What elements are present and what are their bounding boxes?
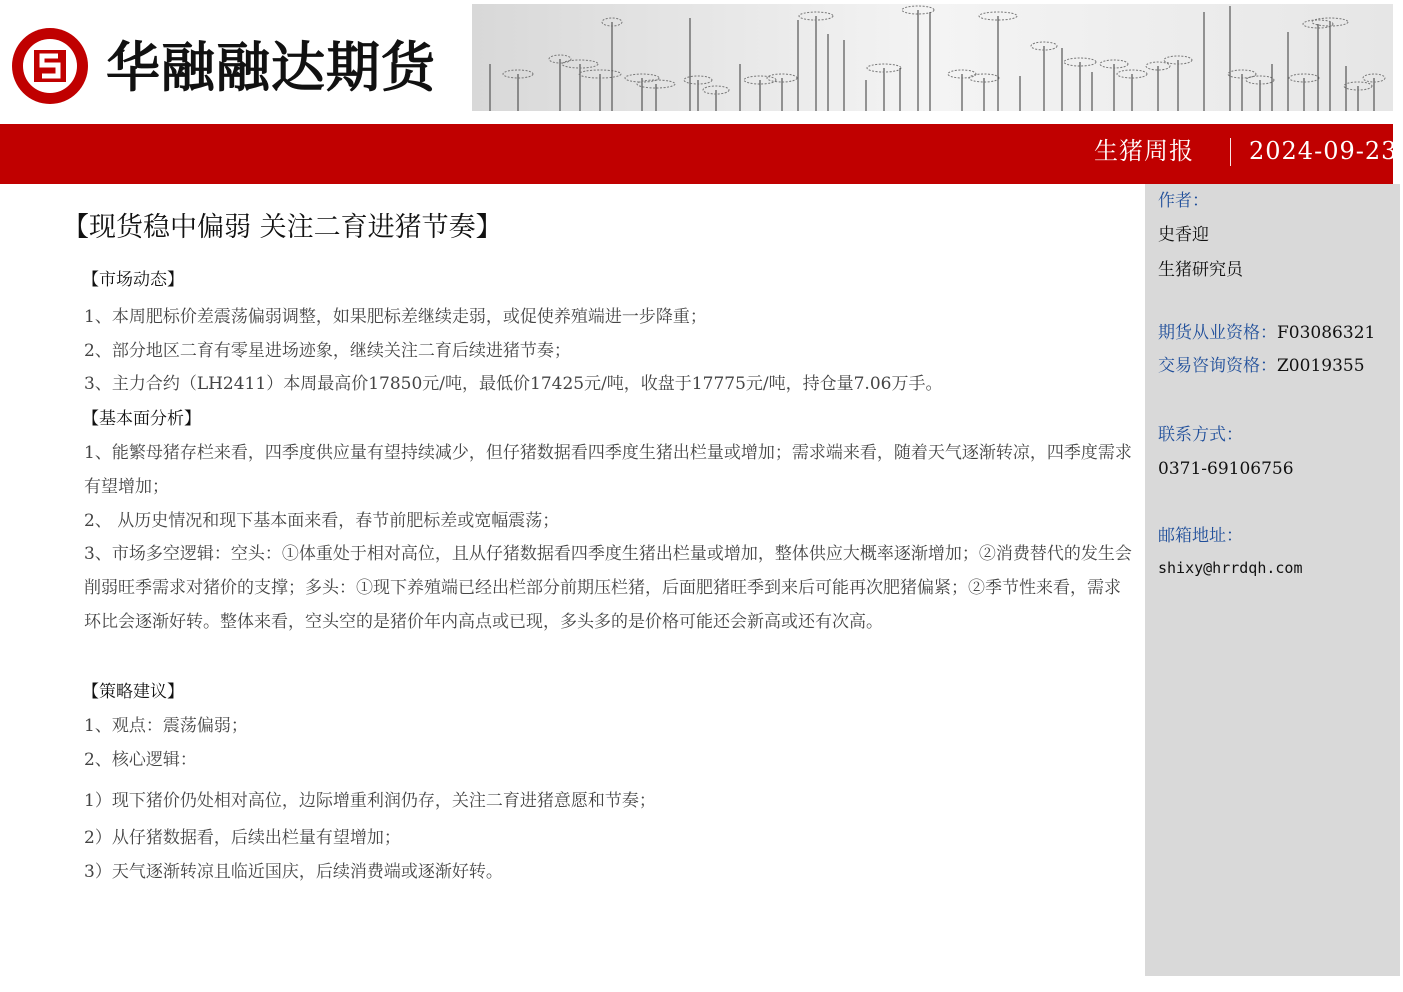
report-title: 【现货稳中偏弱 关注二育进猪节奏】 (62, 212, 503, 243)
paragraph: 3、主力合约（LH2411）本周最高价17850元/吨，最低价17425元/吨，收盘于17775元/吨，持仓量7.06万手。 (84, 374, 943, 394)
paragraph: 2、核心逻辑： (84, 750, 197, 770)
consult-qual-number: Z0019355 (1277, 356, 1365, 376)
header-divider (1230, 138, 1231, 166)
futures-qual-label: 期货从业资格： (1158, 323, 1277, 343)
consult-qual-label: 交易咨询资格： (1158, 356, 1277, 376)
company-logo (10, 26, 440, 110)
contact-label: 联系方式： (1158, 425, 1243, 445)
paragraph: 3）天气逐渐转凉且临近国庆，后续消费端或逐渐好转。 (84, 862, 503, 882)
header-banner-image (472, 4, 1393, 111)
paragraph: 2、部分地区二育有零星进场迹象，继续关注二育后续进猪节奏； (84, 341, 571, 361)
paragraph: 1、本周肥标价差震荡偏弱调整，如果肥标差继续走弱，或促使养殖端进一步降重； (84, 307, 707, 327)
paragraph: 3、市场多空逻辑：空头：①体重处于相对高位，且从仔猪数据看四季度生猪出栏量或增加，整体供应大概率逐渐增加；②消费替代的发生会削弱旺季需求对猪价的支撑；多头：①现下养殖端已经出栏部分前期压栏猪，后面肥猪旺季到来后可能再次肥猪偏紧；②季节性来看，需求环比会逐渐好转。整体来看，空头空的是猪价年内高点或已现，多头多的是价格可能还会新高或还有次高。 (84, 544, 1132, 632)
phone-number: 0371-69106756 (1158, 459, 1294, 479)
futures-qual-number: F03086321 (1277, 323, 1376, 343)
paragraph: 1、能繁母猪存栏来看，四季度供应量有望持续减少，但仔猪数据看四季度生猪出栏量或增加；需求端来看，随着天气逐渐转凉，四季度需求有望增加； (84, 443, 1132, 497)
section-heading-market: 【市场动态】 (82, 270, 184, 290)
author-label: 作者： (1158, 191, 1209, 211)
company-name: 华融融达期货 (106, 36, 436, 99)
consult-qualification (1158, 355, 1365, 377)
section-heading-fundamentals: 【基本面分析】 (82, 409, 201, 429)
email-label: 邮箱地址： (1158, 526, 1243, 546)
paragraph: 1、观点：震荡偏弱； (84, 716, 248, 736)
author-title: 生猪研究员 (1158, 260, 1243, 280)
paragraph: 2、 从历史情况和现下基本面来看，春节前肥标差或宽幅震荡； (84, 511, 560, 531)
report-type: 生猪周报 (1094, 137, 1194, 165)
section-heading-strategy: 【策略建议】 (82, 682, 184, 702)
paragraph: 2）从仔猪数据看，后续出栏量有望增加； (84, 828, 401, 848)
report-header-bar (0, 124, 1398, 184)
author-sidebar (1145, 184, 1400, 976)
futures-qualification (1158, 322, 1375, 344)
report-date: 2024-09-23 (1249, 137, 1398, 165)
logo-emblem-icon (10, 26, 90, 106)
author-name: 史香迎 (1158, 225, 1209, 245)
email-address: shixy@hrrdqh.com (1158, 559, 1303, 577)
paragraph: 1）现下猪价仍处相对高位，边际增重利润仍存，关注二育进猪意愿和节奏； (84, 791, 656, 811)
